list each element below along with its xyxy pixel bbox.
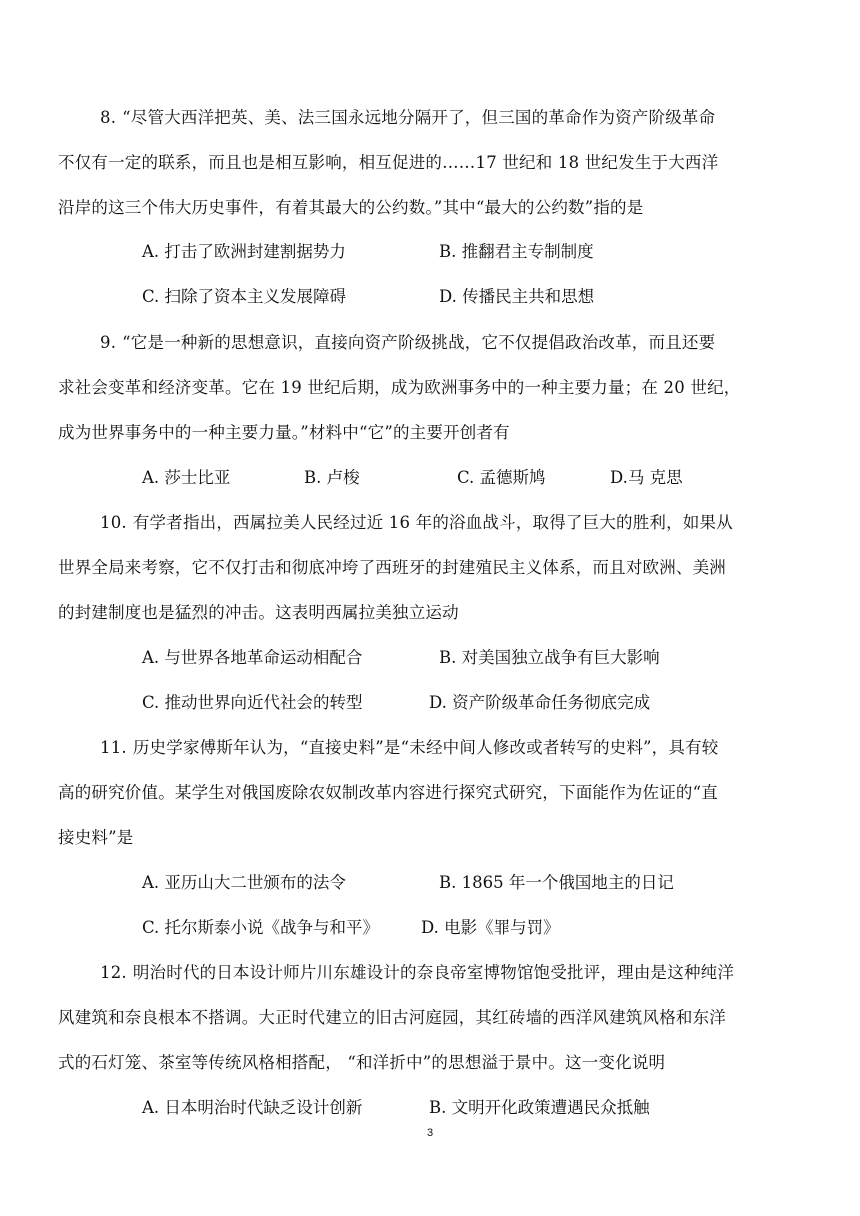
question-number: 10. (100, 513, 127, 532)
option-d: D. 资产阶级革命任务彻底完成 (429, 693, 651, 712)
question-number: 9. (100, 333, 117, 352)
question-10-line-2: 世界全局来考察，它不仅打击和彻底冲垮了西班牙的封建殖民主义体系，而且对欧洲、美洲 (58, 558, 726, 577)
option-b: B. 对美国独立战争有巨大影响 (439, 648, 660, 667)
option-c: C. 推动世界向近代社会的转型 (142, 693, 363, 712)
question-8-line-1: 8. “尽管大西洋把英、美、法三国永远地分隔开了，但三国的革命作为资产阶级革命 (100, 106, 800, 130)
option-a: A. 与世界各地革命运动相配合 (142, 648, 363, 667)
question-9-line-3: 成为世界事务中的一种主要力量。”材料中“它”的主要开创者有 (58, 423, 510, 442)
option-a: A. 莎士比亚 (142, 468, 231, 487)
page-number: 3 (426, 1127, 434, 1139)
option-a: A. 亚历山大二世颁布的法令 (142, 873, 346, 892)
question-number: 11. (100, 738, 127, 757)
question-10-line-1: 10. 有学者指出，西属拉美人民经过近 16 年的浴血战斗，取得了巨大的胜利，如果从 (100, 511, 800, 535)
option-b: B. 1865 年一个俄国地主的日记 (439, 873, 674, 892)
question-10-options-row-1 (142, 646, 802, 670)
question-10-line-3: 的封建制度也是猛烈的冲击。这表明西属拉美独立运动 (58, 603, 459, 622)
option-b: B. 文明开化政策遭遇民众抵触 (429, 1098, 650, 1117)
question-12-line-1: 12. 明治时代的日本设计师片川东雄设计的奈良帝室博物馆饱受批评，理由是这种纯洋 (100, 961, 800, 985)
question-number: 8. (100, 108, 117, 127)
question-11-line-1: 11. 历史学家傅斯年认为，“直接史料”是“未经中间人修改或者转写的史料”，具有较 (100, 736, 800, 760)
option-b: B. 卢梭 (304, 468, 360, 487)
option-c: C. 扫除了资本主义发展障碍 (142, 287, 347, 306)
option-d: D. 电影《罪与罚》 (421, 918, 560, 937)
question-8-options-row-1 (142, 240, 802, 264)
option-c: C. 孟德斯鸠 (457, 468, 546, 487)
option-a: A. 打击了欧洲封建割据势力 (142, 242, 346, 261)
question-9-line-2: 求社会变革和经济变革。它在 19 世纪后期，成为欧洲事务中的一种主要力量；在 20 世纪， (58, 378, 741, 397)
question-11-line-2: 高的研究价值。某学生对俄国废除农奴制改革内容进行探究式研究，下面能作为佐证的“直 (58, 783, 718, 802)
question-11-options-row-1 (142, 871, 802, 895)
option-b: B. 推翻君主专制制度 (439, 242, 594, 261)
question-8-options-row-2 (142, 285, 802, 309)
question-9-line-1: 9. “它是一种新的思想意识，直接向资产阶级挑战，它不仅提倡政治改革，而且还要 (100, 331, 800, 355)
question-9-options-row-1 (142, 466, 802, 490)
question-10-options-row-2 (142, 691, 802, 715)
option-c: C. 托尔斯泰小说《战争与和平》 (142, 918, 380, 937)
question-11-options-row-2 (142, 916, 802, 940)
option-d: D. 传播民主共和思想 (439, 287, 595, 306)
option-a: A. 日本明治时代缺乏设计创新 (142, 1098, 363, 1117)
question-12-line-3: 式的石灯笼、茶室等传统风格相搭配， “和洋折中”的思想溢于景中。这一变化说明 (58, 1053, 666, 1072)
question-11-line-3: 接史料”是 (58, 828, 134, 847)
question-12-line-2: 风建筑和奈良根本不搭调。大正时代建立的旧古河庭园，其红砖墙的西洋风建筑风格和东洋 (58, 1008, 726, 1027)
question-number: 12. (100, 963, 127, 982)
question-8-line-3: 沿岸的这三个伟大历史事件，有着其最大的公约数。”其中“最大的公约数”指的是 (58, 198, 644, 217)
question-12-options-row-1 (142, 1096, 802, 1120)
option-d: D.马 克思 (610, 468, 683, 487)
question-8-line-2: 不仅有一定的联系，而且也是相互影响，相互促进的……17 世纪和 18 世纪发生于大西洋 (58, 153, 719, 172)
